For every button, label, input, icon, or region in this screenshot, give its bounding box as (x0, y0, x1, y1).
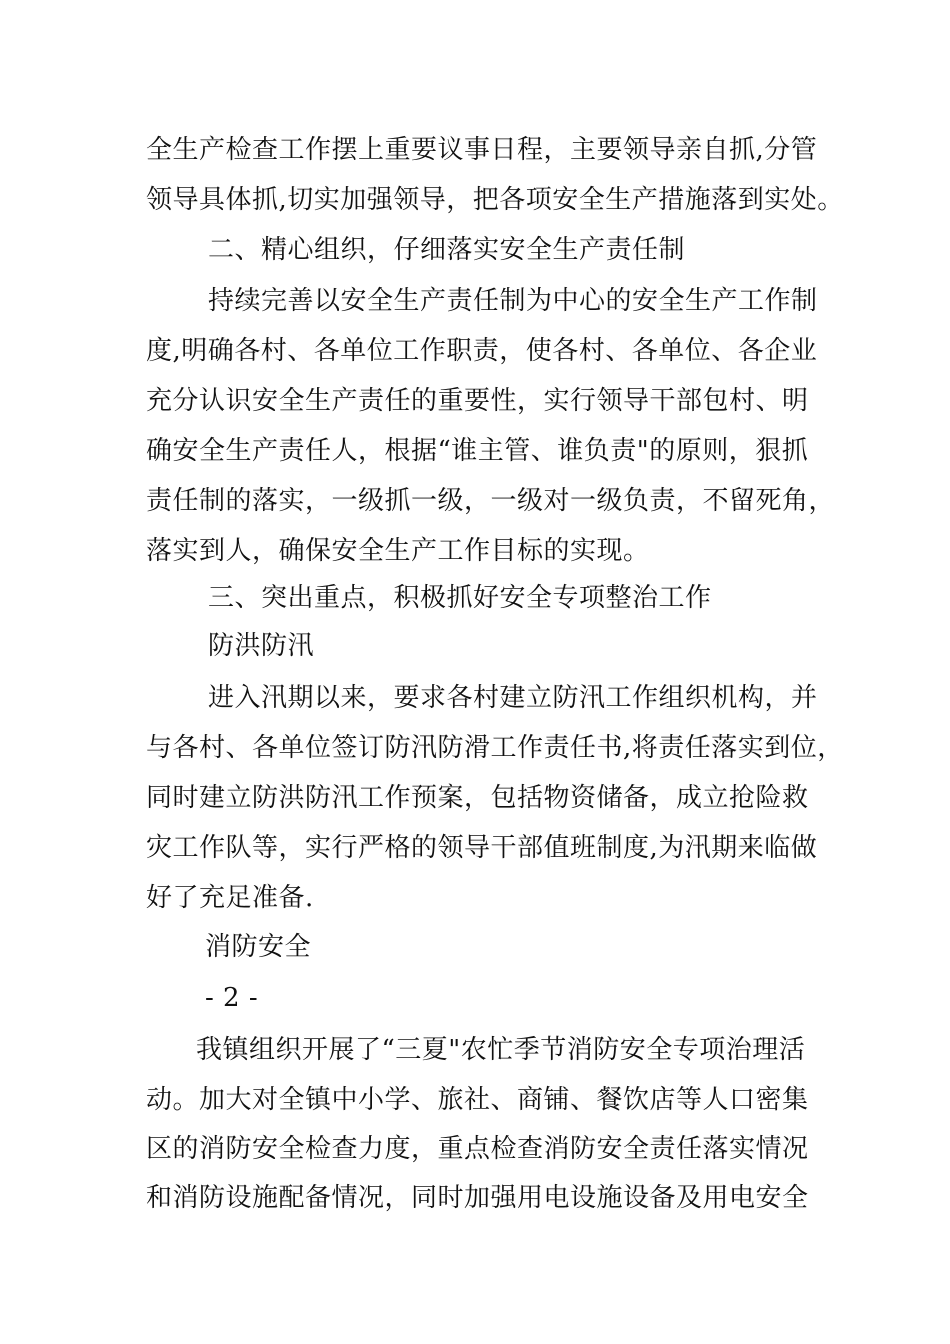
body-line: 和消防设施配备情况，同时加强用电设施设备及用电安全 (146, 1183, 809, 1213)
page-number: - 2 - (205, 983, 259, 1013)
body-line: 确安全生产责任人，根据“谁主管、谁负责"的原则，狠抓 (146, 436, 809, 466)
body-line: 领导具体抓,切实加强领导，把各项安全生产措施落到实处。 (146, 185, 844, 215)
subsection-heading: 防洪防汛 (208, 631, 315, 661)
body-line: 与各村、各单位签订防汛防滑工作责任书,将责任落实到位， (146, 733, 844, 763)
body-line: 持续完善以安全生产责任制为中心的安全生产工作制 (208, 286, 818, 316)
body-line: 同时建立防洪防汛工作预案，包括物资储备，成立抢险救 (146, 783, 809, 813)
section-heading: 三、突出重点，积极抓好安全专项整治工作 (208, 583, 712, 613)
body-line: 充分认识安全生产责任的重要性，实行领导干部包村、明 (146, 386, 809, 416)
body-line: 好了充足准备. (146, 883, 314, 913)
body-line: 落实到人，确保安全生产工作目标的实现。 (146, 536, 650, 566)
body-line: 动。加大对全镇中小学、旅社、商铺、餐饮店等人口密集 (146, 1085, 809, 1115)
body-line: 灾工作队等，实行严格的领导干部值班制度,为汛期来临做 (146, 833, 818, 863)
body-line: 区的消防安全检查力度，重点检查消防安全责任落实情况 (146, 1134, 809, 1164)
body-line: 我镇组织开展了“三夏"农忙季节消防安全专项治理活 (196, 1035, 806, 1065)
body-line: 进入汛期以来，要求各村建立防汛工作组织机构，并 (208, 683, 818, 713)
body-line: 度,明确各村、各单位工作职责，使各村、各单位、各企业 (146, 336, 818, 366)
body-line: 全生产检查工作摆上重要议事日程，主要领导亲自抓,分管 (146, 135, 818, 165)
subsection-heading: 消防安全 (205, 932, 312, 962)
body-line: 责任制的落实，一级抓一级，一级对一级负责，不留死角， (146, 486, 836, 516)
section-heading: 二、精心组织，仔细落实安全生产责任制 (208, 235, 686, 265)
